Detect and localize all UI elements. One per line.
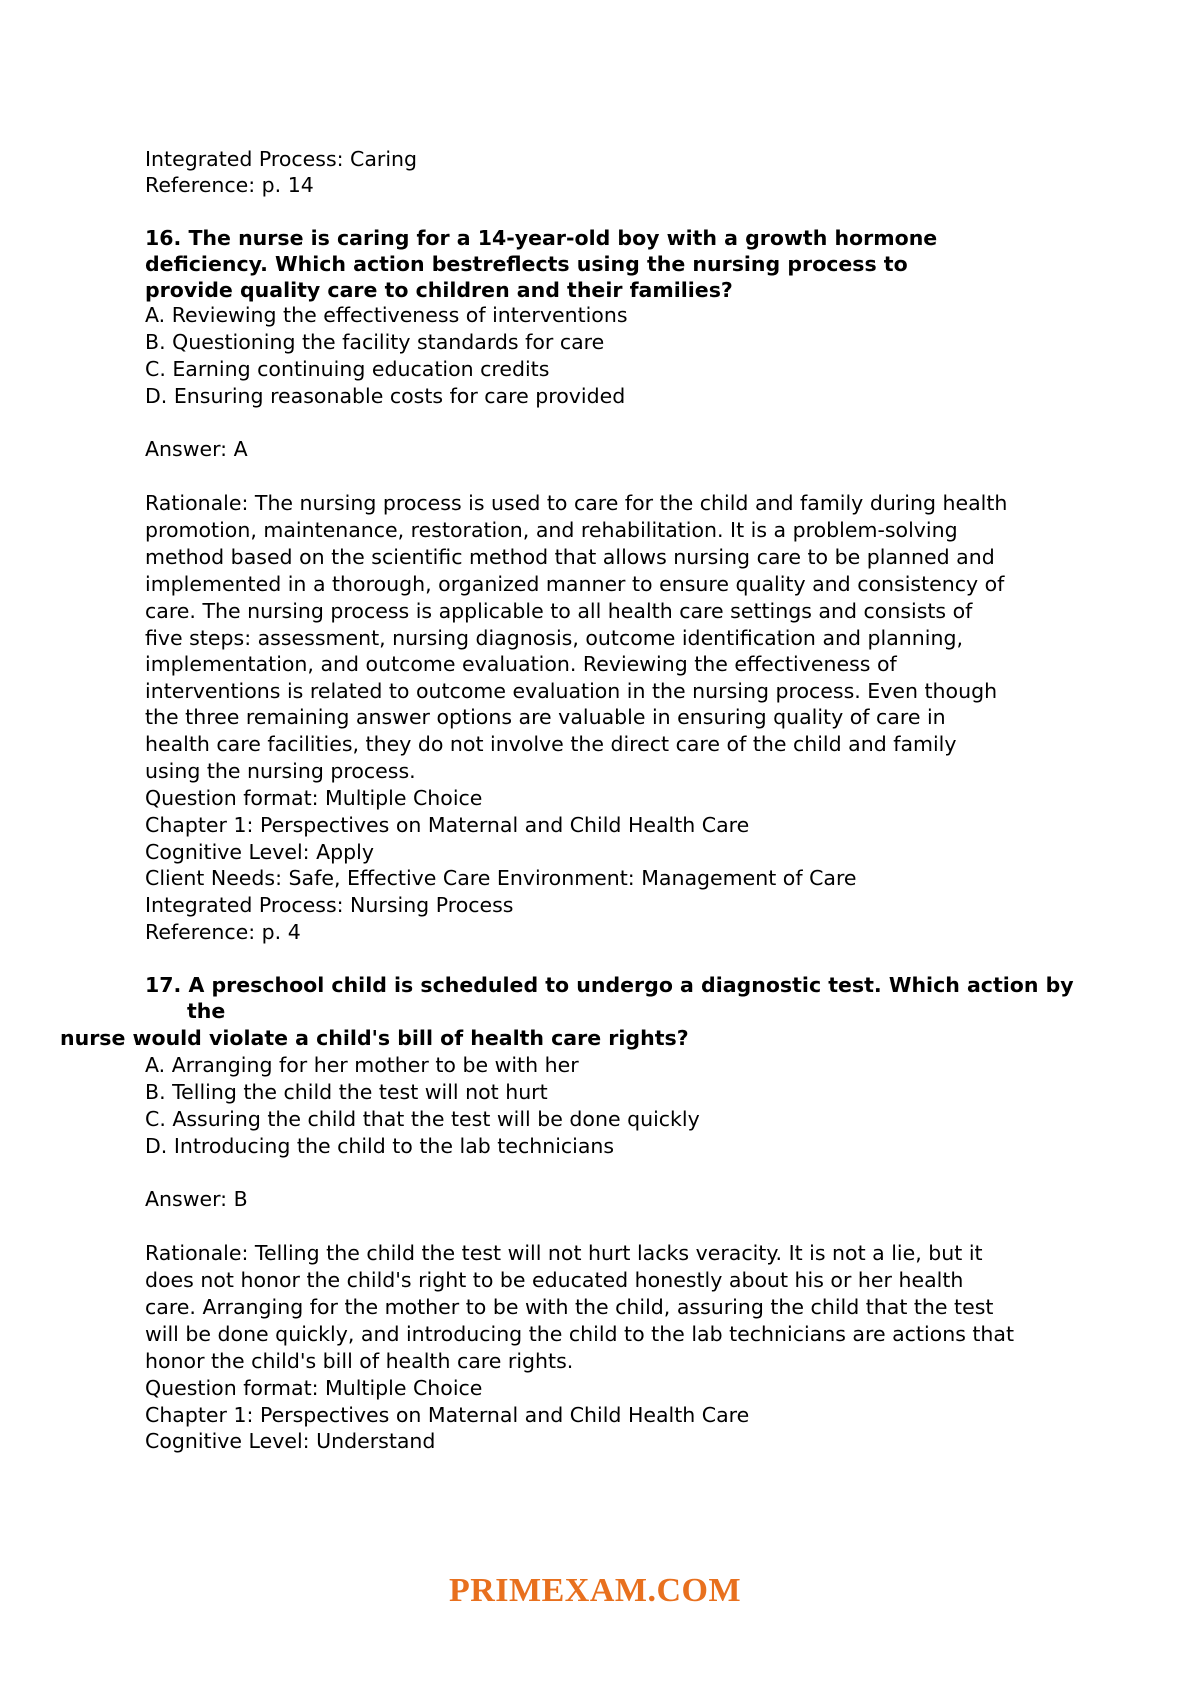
q16-rationale-line: interventions is related to outcome evaluation in the nursing process. Even though: [145, 679, 998, 703]
q17-cognitive-level: Cognitive Level: Understand: [145, 1429, 436, 1453]
q16-rationale-line: method based on the scientific method that allows nursing care to be planned and: [145, 545, 995, 569]
q16-rationale-line: the three remaining answer options are valuable in ensuring quality of care in: [145, 705, 946, 729]
q17-rationale-line: will be done quickly, and introducing the child to the lab technicians are actions that: [145, 1322, 1015, 1346]
q17-rationale-line: does not honor the child's right to be educated honestly about his or her health: [145, 1268, 964, 1292]
q16-rationale-line: health care facilities, they do not involve the direct care of the child and family: [145, 732, 957, 756]
q16-rationale-line: implemented in a thorough, organized manner to ensure quality and consistency of: [145, 572, 1005, 596]
q16-rationale-line: care. The nursing process is applicable to all health care settings and consists of: [145, 599, 973, 623]
q16-reference: Reference: p. 4: [145, 920, 301, 944]
q16-chapter: Chapter 1: Perspectives on Maternal and Child Health Care: [145, 813, 750, 837]
q17-question-format: Question format: Multiple Choice: [145, 1376, 483, 1400]
q17-option-a: A. Arranging for her mother to be with her: [145, 1053, 579, 1077]
q17-chapter: Chapter 1: Perspectives on Maternal and Child Health Care: [145, 1403, 750, 1427]
q17-option-d: D. Introducing the child to the lab technicians: [145, 1134, 615, 1158]
reference-line: Reference: p. 14: [145, 173, 314, 197]
q16-client-needs: Client Needs: Safe, Effective Care Environment: Management of Care: [145, 866, 857, 890]
q17-answer: Answer: B: [145, 1187, 248, 1211]
q16-question-line-1: 16. The nurse is caring for a 14-year-old boy with a growth hormone: [145, 226, 938, 250]
q16-integrated-process: Integrated Process: Nursing Process: [145, 893, 514, 917]
q16-question-format: Question format: Multiple Choice: [145, 786, 483, 810]
q16-option-c: C. Earning continuing education credits: [145, 357, 550, 381]
q17-rationale-line: care. Arranging for the mother to be with the child, assuring the child that the test: [145, 1295, 994, 1319]
q16-option-d: D. Ensuring reasonable costs for care provided: [145, 384, 626, 408]
q16-cognitive-level: Cognitive Level: Apply: [145, 840, 374, 864]
q17-option-c: C. Assuring the child that the test will be done quickly: [145, 1107, 700, 1131]
integrated-process-line: Integrated Process: Caring: [145, 147, 418, 171]
q17-rationale-line: Rationale: Telling the child the test will not hurt lacks veracity. It is not a lie, but it: [145, 1241, 983, 1265]
q16-rationale-line: five steps: assessment, nursing diagnosis, outcome identification and planning,: [145, 626, 963, 650]
q16-rationale-line: using the nursing process.: [145, 759, 416, 783]
q16-answer: Answer: A: [145, 437, 248, 461]
q16-rationale-line: Rationale: The nursing process is used to care for the child and family during health: [145, 491, 1008, 515]
q16-option-a: A. Reviewing the effectiveness of interventions: [145, 303, 628, 327]
q17-option-b: B. Telling the child the test will not hurt: [145, 1080, 548, 1104]
q16-option-b: B. Questioning the facility standards for care: [145, 330, 605, 354]
q17-rationale-line: honor the child's bill of health care rights.: [145, 1349, 574, 1373]
q16-rationale-line: implementation, and outcome evaluation. Reviewing the effectiveness of: [145, 652, 897, 676]
q16-rationale-line: promotion, maintenance, restoration, and rehabilitation. It is a problem-solving: [145, 518, 958, 542]
q16-question-line-3: provide quality care to children and their families?: [145, 278, 733, 302]
q17-question-line-3: nurse would violate a child's bill of health care rights?: [60, 1026, 689, 1050]
q16-question-line-2: deficiency. Which action bestreflects using the nursing process to: [145, 252, 908, 276]
footer-brand: PRIMEXAM.COM: [448, 1572, 742, 1609]
q17-question-line-1: 17. A preschool child is scheduled to undergo a diagnostic test. Which action by: [145, 973, 1074, 997]
q17-question-line-2: the: [187, 999, 226, 1023]
